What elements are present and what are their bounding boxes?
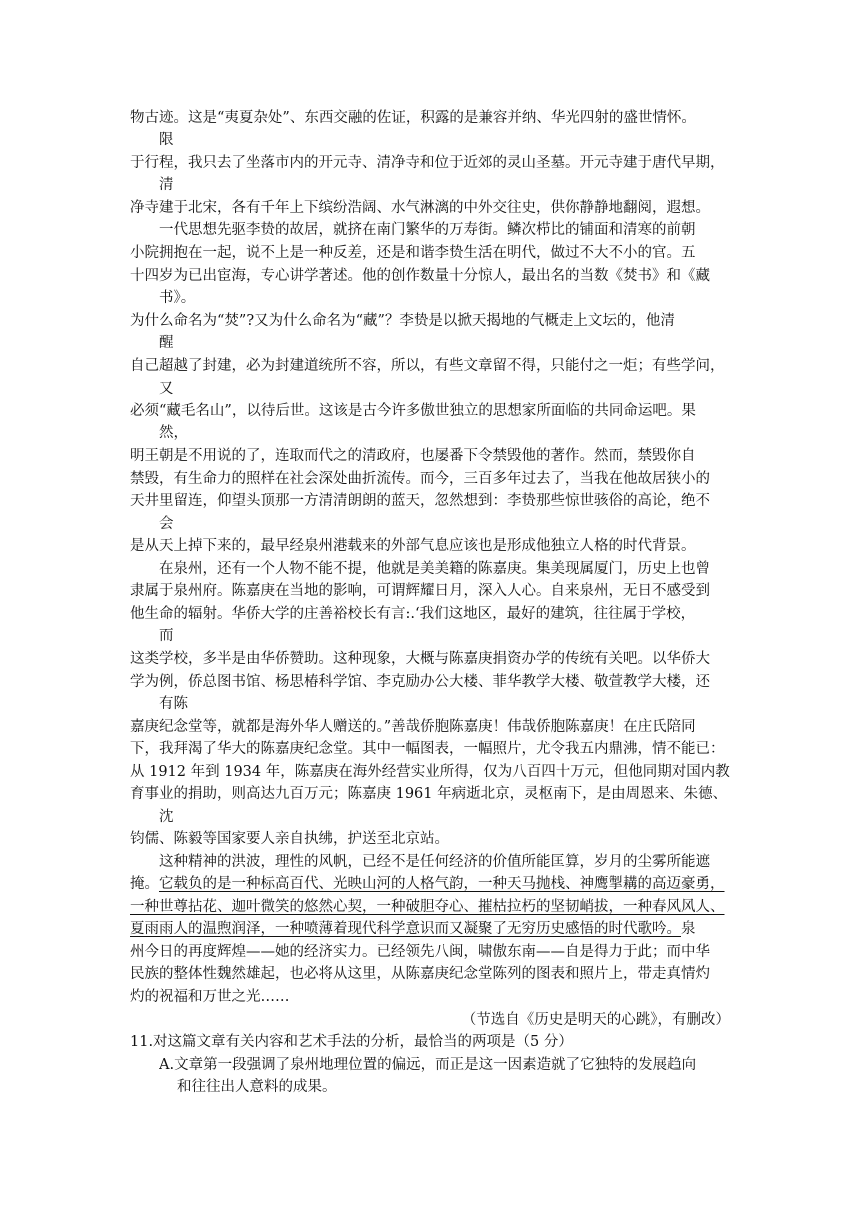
text-line: 一代思想先驱李贽的故居，就挤在南门繁华的万寿街。鳞次栉比的铺面和清寒的前朝 [159, 222, 696, 238]
text-line: 灼的祝福和万世之光…… [130, 989, 290, 1005]
text-line: 学为例，侨总图书馆、杨思椿科学馆、李克励办公大楼、菲华教学大楼、敬萱教学大楼，还 [130, 674, 710, 690]
text-line: 禁毁，有生命力的照样在社会深处曲折流传。而今，三百多年过去了，当我在他故居狭小的 [130, 471, 710, 487]
text-line: 物古迹。这是“夷夏杂处”、东西交融的佐证，积露的是兼容并纳、华光四射的盛世情怀。 [130, 110, 696, 126]
text-line: 这种精神的洪波，理性的风帆，已经不是任何经济的价值所能匡算，岁月的尘雾所能遮 [159, 854, 710, 870]
text-line: 自己超越了封建，必为封建道统所不容，所以，有些文章留不得，只能付之一炬；有些学问， [130, 358, 725, 374]
text-line: 必须“藏毛名山”，以待后世。这该是古今许多傲世独立的思想家所面临的共同命运吧。果 [130, 403, 696, 419]
text-segment: 掩。 [130, 876, 159, 892]
text-segment: 泉 [681, 921, 696, 937]
text-line: 下，我拜渴了华大的陈嘉庚纪念堂。其中一幅图表，一幅照片，尤令我五内鼎沸，情不能已： [130, 741, 725, 757]
text-line: 育事业的捐助，则高达九百万元；陈嘉庚 1961 年病逝北京，灵枢南下，是由周恩来、朱德、 [130, 786, 728, 802]
text-line [130, 919, 730, 939]
text-line: 书》。 [159, 290, 196, 306]
text-line: 隶属于泉州府。陈嘉庚在当地的影响，可谓辉耀日月，深入人心。自来泉州，无日不感受到 [130, 583, 710, 599]
question-11: 11.对这篇文章有关内容和艺术手法的分析，最恰当的两项是（5 分） [130, 1034, 573, 1050]
text-line: 这类学校，多半是由华侨赞助。这种现象，大概与陈嘉庚捐资办学的传统有关吧。以华侨大 [130, 651, 710, 667]
text-line: 明王朝是不用说的了，连取而代之的清政府，也屡番下令禁毁他的著作。然而，禁毁你自 [130, 448, 696, 464]
text-line: 是从天上掉下来的，最早经泉州港载来的外部气息应该也是形成他独立人格的时代背景。 [130, 538, 696, 554]
text-line: 沈 [159, 809, 174, 825]
text-line: 他生命的辐射。华侨大学的庄善裕校长有言:.‘我们这地区，最好的建筑，往往属于学校， [130, 606, 696, 622]
underlined-text: 它载负的是一种标高百代、光映山河的人格气韵，一种天马抛栈、神鹰掣耩的高迈豪勇， [159, 876, 725, 892]
underlined-text: 夏雨雨人的温煦润泽，一种喷薄着现代科学意识而又凝聚了无穷历史感悟的时代歌吟。 [130, 921, 681, 937]
option-a: A.文章第一段强调了泉州地理位置的偏远，而正是这一因素造就了它独特的发展趋向 [159, 1057, 697, 1073]
text-line: 于行程，我只去了坐落市内的开元寺、清净寺和位于近郊的灵山圣墓。开元寺建于唐代早期， [130, 155, 725, 171]
source-note: （节选自《历史是明天的心跳》，有删改） [461, 1012, 730, 1028]
text-line: 清 [159, 177, 174, 193]
option-a-continued: 和往往出人意料的成果。 [177, 1079, 337, 1095]
text-line: 小院拥抱在一起，说不上是一种反差，还是和谐李贽生活在明代，做过不大不小的官。五 [130, 245, 696, 261]
text-line: 醒 [159, 335, 174, 351]
text-line [130, 874, 730, 894]
text-line: 在泉州，还有一个人物不能不提，他就是美美籍的陈嘉庚。集美现属厦门，历史上也曾 [159, 561, 710, 577]
text-line: 限 [159, 132, 174, 148]
text-line: 从 1912 年到 1934 年，陈嘉庚在海外经营实业所得，仅为八百四十万元，但他同期对国内教 [130, 764, 730, 780]
text-line: 有陈 [159, 696, 188, 712]
text-line: 天井里留连，仰望头顶那一方清清朗朗的蓝天，忽然想到：李贽那些惊世骇俗的高论，绝不 [130, 493, 710, 509]
underlined-text-line: 一种世尊拈花、迦叶微笑的悠然心契，一种破胆夺心、摧枯拉朽的坚韧峭拔，一种春风风人、 [130, 899, 725, 915]
text-line: 会 [159, 516, 174, 532]
text-line: 净寺建于北宋，各有千年上下缤纷浩阔、水气淋漓的中外交往史，供你静静地翻阅，遐想。 [130, 200, 710, 216]
text-line: 又 [159, 381, 174, 397]
text-line: 为什么命名为“焚”?又为什么命名为“藏”？李贽是以掀天揭地的气概走上文坛的，他清 [130, 313, 675, 329]
text-line: 嘉庚纪念堂等，就都是海外华人赠送的。”善哉侨胞陈嘉庚！伟哉侨胞陈嘉庚！在庄氏陪同 [130, 719, 696, 735]
text-line: 州今日的再度辉煌——她的经济实力。已经领先八闽，啸傲东南——自是得力于此；而中华 [130, 944, 710, 960]
text-line: 钧儒、陈毅等国家要人亲自执绋，护送至北京站。 [130, 831, 449, 847]
text-line: 然， [159, 425, 188, 441]
text-line: 十四岁为已出宦海，专心讲学著述。他的创作数量十分惊人，最出名的当数《焚书》和《藏 [130, 268, 710, 284]
text-line: 民族的整体性魏然雄起，也必将从这里，从陈嘉庚纪念堂陈列的图表和照片上，带走真情灼 [130, 966, 710, 982]
text-line: 而 [159, 628, 174, 644]
